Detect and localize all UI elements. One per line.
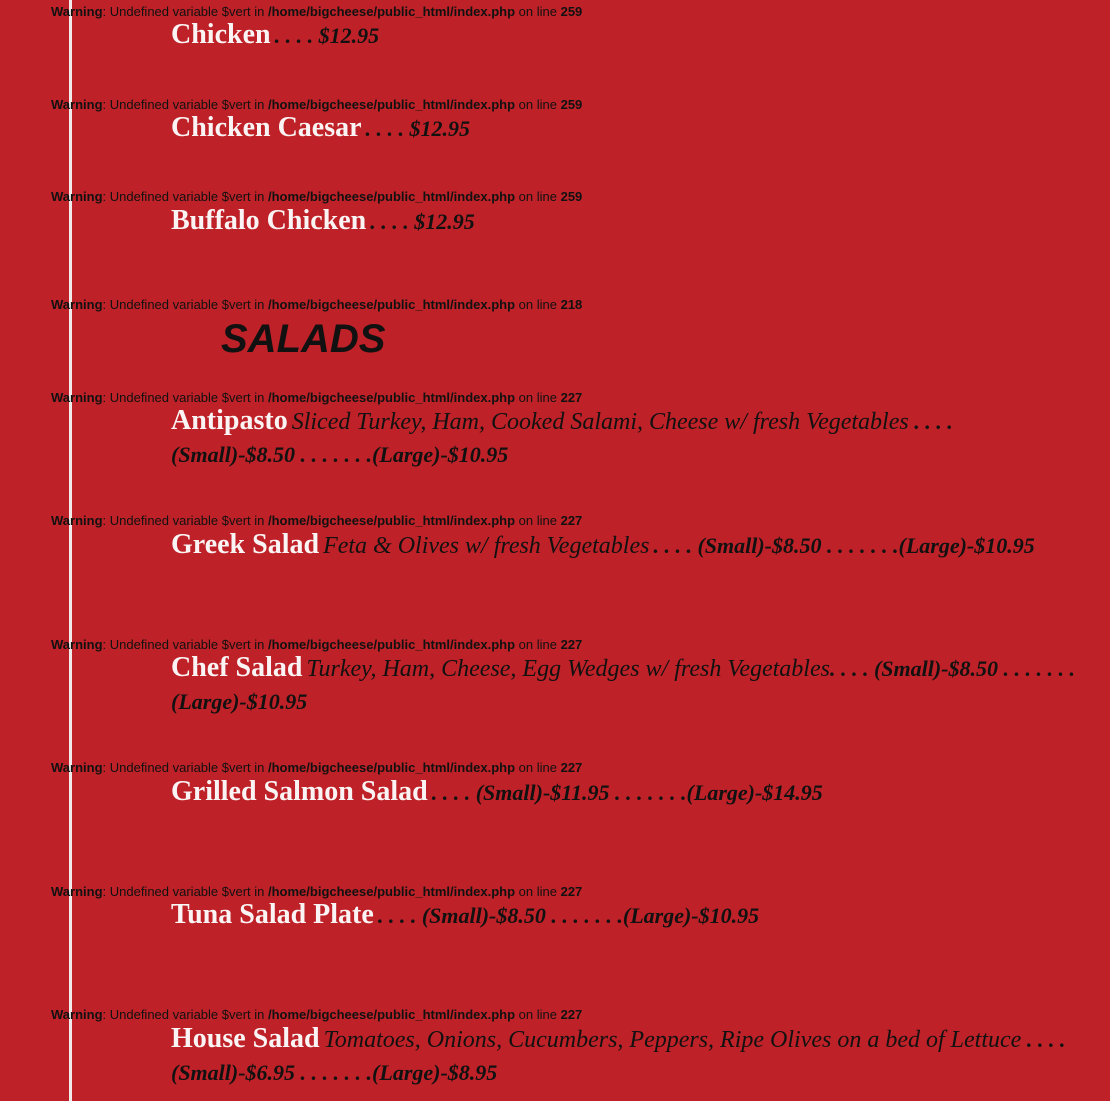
php-warning xyxy=(51,390,582,405)
warning-line-number: 259 xyxy=(560,4,583,19)
menu-item-chicken-caesar xyxy=(171,113,1091,147)
warning-text: : Undefined variable $vert in xyxy=(102,513,268,528)
menu-item-greek-salad xyxy=(171,530,1091,564)
warning-text: : Undefined variable $vert in xyxy=(102,97,268,112)
item-name: Greek Salad xyxy=(171,529,320,560)
warning-on-line: on line xyxy=(515,513,561,528)
warning-path: /home/bigcheese/public_html/index.php xyxy=(268,390,516,405)
section-title-salads: SALADS xyxy=(221,317,386,361)
menu-item-chef-salad xyxy=(171,653,1091,720)
php-warning xyxy=(51,97,582,112)
menu-item-chicken xyxy=(171,20,1091,54)
warning-on-line: on line xyxy=(515,297,561,312)
php-warning xyxy=(51,4,582,19)
item-description: Feta & Olives w/ fresh Vegetables xyxy=(323,533,650,559)
warning-text: : Undefined variable $vert in xyxy=(102,189,268,204)
item-price-large: (Large)-$10.95 xyxy=(171,689,308,714)
warning-path: /home/bigcheese/public_html/index.php xyxy=(268,297,516,312)
item-name: Chicken Caesar xyxy=(171,112,362,143)
item-description: Sliced Turkey, Ham, Cooked Salami, Cheese w/ fresh Vegetables xyxy=(291,409,909,435)
warning-text: : Undefined variable $vert in xyxy=(102,637,268,652)
item-name: Chef Salad xyxy=(171,652,303,683)
warning-label: Warning xyxy=(51,97,103,112)
warning-text: : Undefined variable $vert in xyxy=(102,1007,268,1022)
warning-line-number: 227 xyxy=(560,760,583,775)
warning-label: Warning xyxy=(51,513,103,528)
php-warning xyxy=(51,513,582,528)
warning-line-number: 227 xyxy=(560,513,583,528)
vertical-divider-line xyxy=(69,0,72,1101)
php-warning xyxy=(51,297,582,312)
menu-item-buffalo-chicken xyxy=(171,206,1091,240)
warning-line-number: 227 xyxy=(560,637,583,652)
warning-label: Warning xyxy=(51,760,103,775)
warning-path: /home/bigcheese/public_html/index.php xyxy=(268,1007,516,1022)
warning-text: : Undefined variable $vert in xyxy=(102,297,268,312)
item-name: Chicken xyxy=(171,19,271,50)
item-name: House Salad xyxy=(171,1023,320,1054)
php-warning xyxy=(51,884,582,899)
item-price: . . . . $12.95 xyxy=(274,23,380,48)
warning-label: Warning xyxy=(51,390,103,405)
item-description: Tomatoes, Onions, Cucumbers, Peppers, Ripe Olives on a bed of Lettuce xyxy=(323,1027,1022,1053)
warning-label: Warning xyxy=(51,884,103,899)
menu-item-tuna-salad-plate xyxy=(171,900,1091,934)
warning-on-line: on line xyxy=(515,884,561,899)
item-price: (Small)-$6.95 . . . . . . .(Large)-$8.95 xyxy=(171,1060,498,1085)
warning-path: /home/bigcheese/public_html/index.php xyxy=(268,637,516,652)
item-price: . . . . (Small)-$8.50 . . . . . . .(Large)-$10.95 xyxy=(377,903,760,928)
warning-path: /home/bigcheese/public_html/index.php xyxy=(268,4,516,19)
warning-label: Warning xyxy=(51,637,103,652)
warning-line-number: 227 xyxy=(560,390,583,405)
warning-on-line: on line xyxy=(515,390,561,405)
menu-item-grilled-salmon-salad xyxy=(171,777,1091,811)
menu-item-house-salad xyxy=(171,1024,1091,1091)
menu-item-antipasto xyxy=(171,406,1091,473)
item-price-dots: . . . . xyxy=(1021,1027,1066,1052)
warning-text: : Undefined variable $vert in xyxy=(102,760,268,775)
warning-on-line: on line xyxy=(515,1007,561,1022)
warning-path: /home/bigcheese/public_html/index.php xyxy=(268,189,516,204)
warning-path: /home/bigcheese/public_html/index.php xyxy=(268,97,516,112)
item-name: Buffalo Chicken xyxy=(171,205,367,236)
warning-on-line: on line xyxy=(515,760,561,775)
warning-label: Warning xyxy=(51,4,103,19)
php-warning xyxy=(51,637,582,652)
warning-path: /home/bigcheese/public_html/index.php xyxy=(268,513,516,528)
warning-line-number: 227 xyxy=(560,884,583,899)
warning-text: : Undefined variable $vert in xyxy=(102,884,268,899)
warning-text: : Undefined variable $vert in xyxy=(102,390,268,405)
item-price: (Small)-$8.50 . . . . . . .(Large)-$10.95 xyxy=(171,442,509,467)
warning-on-line: on line xyxy=(515,189,561,204)
item-price: . . . . (Small)-$11.95 . . . . . . .(Large)-$14.95 xyxy=(431,780,823,805)
item-price: . . . . $12.95 xyxy=(365,116,471,141)
warning-label: Warning xyxy=(51,1007,103,1022)
item-description: Turkey, Ham, Cheese, Egg Wedges w/ fresh Vegetables xyxy=(306,656,830,682)
php-warning xyxy=(51,760,582,775)
item-price: . . . . (Small)-$8.50 . . . . . . .(Large)-$10.95 xyxy=(653,533,1035,558)
warning-line-number: 259 xyxy=(560,97,583,112)
warning-path: /home/bigcheese/public_html/index.php xyxy=(268,884,516,899)
item-price: . . . . $12.95 xyxy=(370,209,475,234)
warning-label: Warning xyxy=(51,189,103,204)
warning-text: : Undefined variable $vert in xyxy=(102,4,268,19)
php-warning xyxy=(51,1007,582,1022)
item-name: Tuna Salad Plate xyxy=(171,899,374,930)
item-price-small: . . . . (Small)-$8.50 . . . . . . . xyxy=(829,656,1076,681)
warning-path: /home/bigcheese/public_html/index.php xyxy=(268,760,516,775)
php-warning xyxy=(51,189,582,204)
warning-on-line: on line xyxy=(515,637,561,652)
item-price-dots: . . . . xyxy=(908,409,953,434)
warning-line-number: 218 xyxy=(560,297,583,312)
item-name: Antipasto xyxy=(171,405,288,436)
warning-on-line: on line xyxy=(515,97,561,112)
warning-label: Warning xyxy=(51,297,103,312)
warning-line-number: 227 xyxy=(560,1007,583,1022)
item-name: Grilled Salmon Salad xyxy=(171,776,428,807)
warning-on-line: on line xyxy=(515,4,561,19)
warning-line-number: 259 xyxy=(560,189,583,204)
